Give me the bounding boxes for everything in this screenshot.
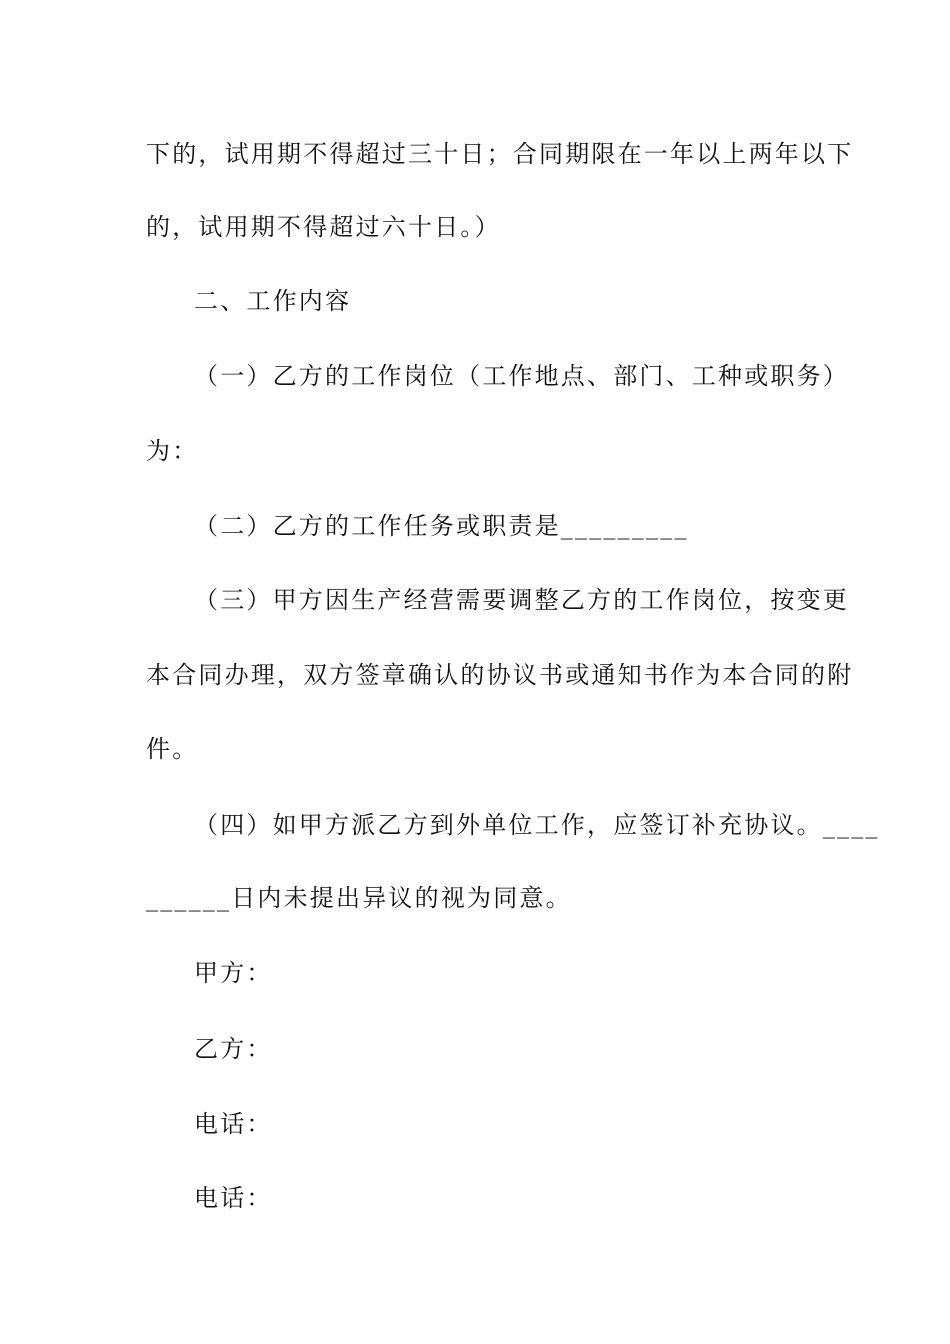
clause-1-line-1: （一）乙方的工作岗位（工作地点、部门、工种或职务） [194, 362, 849, 390]
clause-3-line-1: （三）甲方因生产经营需要调整乙方的工作岗位，按变更 [194, 586, 849, 614]
paragraph-line-1: 下的，试用期不得超过三十日；合同期限在一年以上两年以下 [146, 140, 854, 168]
clause-4-line-2: ______日内未提出异议的视为同意。 [146, 884, 572, 912]
party-b-label: 乙方： [194, 1035, 273, 1063]
clause-3-line-2: 本合同办理，双方签章确认的协议书或通知书作为本合同的附 [146, 661, 854, 689]
clause-3-line-3: 件。 [146, 735, 199, 763]
clause-1-line-2: 为： [146, 437, 199, 465]
section-heading-work-content: 二、工作内容 [194, 287, 352, 315]
phone-label-party-b: 电话： [194, 1184, 273, 1212]
clause-4-line-1: （四）如甲方派乙方到外单位工作，应签订补充协议。____ [194, 811, 880, 839]
paragraph-line-2: 的，试用期不得超过六十日。） [146, 213, 501, 241]
party-a-label: 甲方： [194, 959, 273, 987]
phone-label-party-a: 电话： [194, 1110, 273, 1138]
clause-2-line: （二）乙方的工作任务或职责是_________ [194, 512, 689, 540]
